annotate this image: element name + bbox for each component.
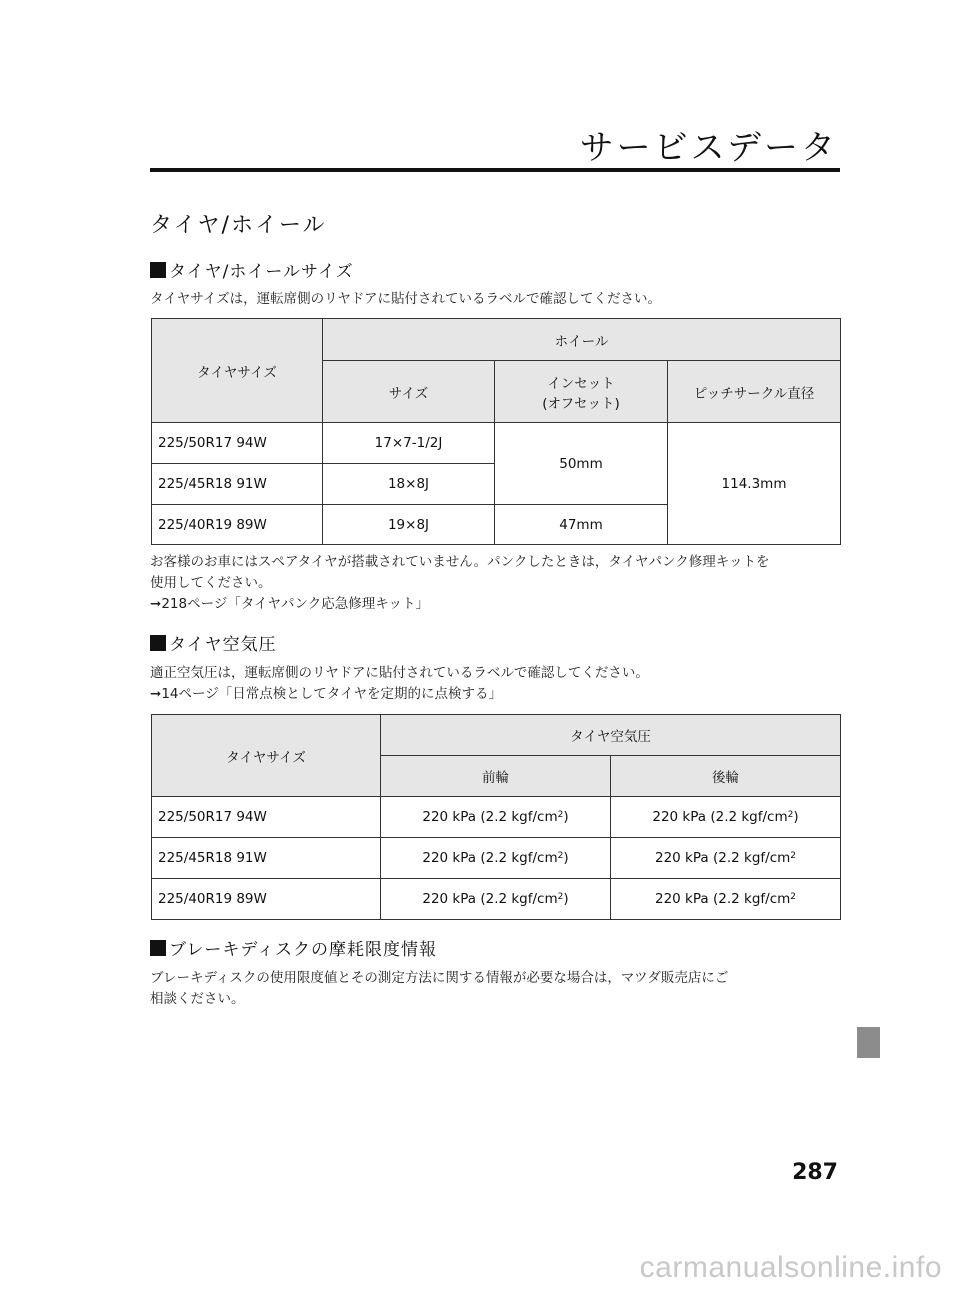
brake-info [150, 968, 850, 1010]
col-front: 前輪 [381, 756, 611, 797]
wheel-size-table [151, 318, 841, 545]
brake-heading-text: ブレーキディスクの摩耗限度情報 [169, 940, 437, 960]
tire-size-cell: 225/40R19 89W [152, 879, 381, 920]
front-pressure-value: 220 kPa (2.2 kgf/cm [422, 809, 558, 825]
tire-size-cell: 225/50R17 94W [152, 423, 323, 464]
reference-page: 14 [161, 686, 179, 702]
pressure-intro-block [150, 663, 850, 705]
rear-pressure-close: ) [793, 809, 799, 825]
chapter-tab [857, 1027, 880, 1058]
square-bullet-icon [150, 635, 166, 651]
repair-kit-reference[interactable] [150, 594, 850, 615]
unit-superscript: 2 [557, 810, 564, 820]
col-pressure: タイヤ空気圧 [381, 715, 841, 756]
col-inset-line2: (オフセット) [542, 395, 620, 412]
col-tire-size: タイヤサイズ [152, 319, 323, 423]
watermark: carmanualsonline.info [639, 1251, 942, 1284]
square-bullet-icon [150, 940, 166, 956]
arrow-right-icon: ➞ [150, 596, 162, 612]
reference-text: ページ「タイヤパンク応急修理キット」 [187, 596, 430, 612]
unit-superscript: 2 [557, 892, 564, 902]
col-size: サイズ [323, 361, 495, 423]
wheel-size-intro: タイヤサイズは，運転席側のリヤドアに貼付されているラベルで確認してください。 [150, 291, 661, 307]
col-pcd: ピッチサークル直径 [668, 361, 841, 423]
pressure-heading [150, 630, 277, 655]
front-pressure-value: 220 kPa (2.2 kgf/cm [422, 891, 558, 907]
rear-pressure-cell [611, 879, 841, 920]
inset-cell: 50mm [495, 423, 668, 505]
front-pressure-close: ) [563, 809, 569, 825]
table-row [152, 838, 841, 879]
table-row [152, 797, 841, 838]
reference-page: 218 [161, 596, 188, 612]
unit-superscript: 2 [790, 892, 796, 902]
section-title: タイヤ/ホイール [150, 213, 327, 238]
tire-size-cell: 225/45R18 91W [152, 464, 323, 505]
wheel-size-cell: 18×8J [323, 464, 495, 505]
front-pressure-close: ) [563, 850, 569, 866]
table-row [152, 423, 841, 464]
reference-text: ページ「日常点検としてタイヤを定期的に点検する」 [178, 686, 502, 702]
daily-check-reference[interactable] [150, 684, 850, 705]
front-pressure-close: ) [563, 891, 569, 907]
pressure-intro: 適正空気圧は，運転席側のリヤドアに貼付されているラベルで確認してください。 [150, 665, 649, 681]
unit-superscript: 2 [790, 851, 796, 861]
brake-info-line2: 相談ください。 [150, 991, 245, 1007]
inset-cell: 47mm [495, 505, 668, 545]
front-pressure-value: 220 kPa (2.2 kgf/cm [422, 850, 558, 866]
spare-tire-note-line2: 使用してください。 [150, 575, 272, 591]
table-row [152, 879, 841, 920]
brake-heading [150, 935, 437, 960]
col-wheel: ホイール [323, 319, 841, 361]
square-bullet-icon [150, 262, 166, 278]
header-rule [150, 168, 840, 172]
page-header-title: サービスデータ [579, 128, 838, 168]
spare-tire-note-line1: お客様のお車にはスペアタイヤが搭載されていません。パンクしたときは，タイヤパンク修理キットを [150, 554, 770, 570]
rear-pressure-cell [611, 797, 841, 838]
wheel-size-heading [150, 257, 354, 282]
front-pressure-cell [381, 838, 611, 879]
wheel-size-cell: 19×8J [323, 505, 495, 545]
rear-pressure-value: 220 kPa (2.2 kgf/cm [652, 809, 788, 825]
unit-superscript: 2 [557, 851, 564, 861]
pressure-heading-text: タイヤ空気圧 [169, 635, 277, 655]
col-inset-line1: インセット [547, 375, 615, 392]
pcd-cell: 114.3mm [668, 423, 841, 545]
tire-pressure-table [151, 714, 841, 920]
col-tire-size: タイヤサイズ [152, 715, 381, 797]
wheel-size-cell: 17×7-1/2J [323, 423, 495, 464]
brake-info-line1: ブレーキディスクの使用限度値とその測定方法に関する情報が必要な場合は，マツダ販売店にご [150, 970, 729, 986]
front-pressure-cell [381, 879, 611, 920]
unit-superscript: 2 [787, 810, 794, 820]
page-number: 287 [792, 1160, 838, 1185]
tire-size-cell: 225/40R19 89W [152, 505, 323, 545]
arrow-right-icon: ➞ [150, 686, 162, 702]
front-pressure-cell [381, 797, 611, 838]
col-inset [495, 361, 668, 423]
rear-pressure-cell [611, 838, 841, 879]
col-rear: 後輪 [611, 756, 841, 797]
spare-tire-note [150, 552, 850, 615]
wheel-size-heading-text: タイヤ/ホイールサイズ [169, 262, 354, 282]
rear-pressure-value: 220 kPa (2.2 kgf/cm [655, 891, 791, 907]
rear-pressure-value: 220 kPa (2.2 kgf/cm [655, 850, 791, 866]
tire-size-cell: 225/45R18 91W [152, 838, 381, 879]
tire-size-cell: 225/50R17 94W [152, 797, 381, 838]
